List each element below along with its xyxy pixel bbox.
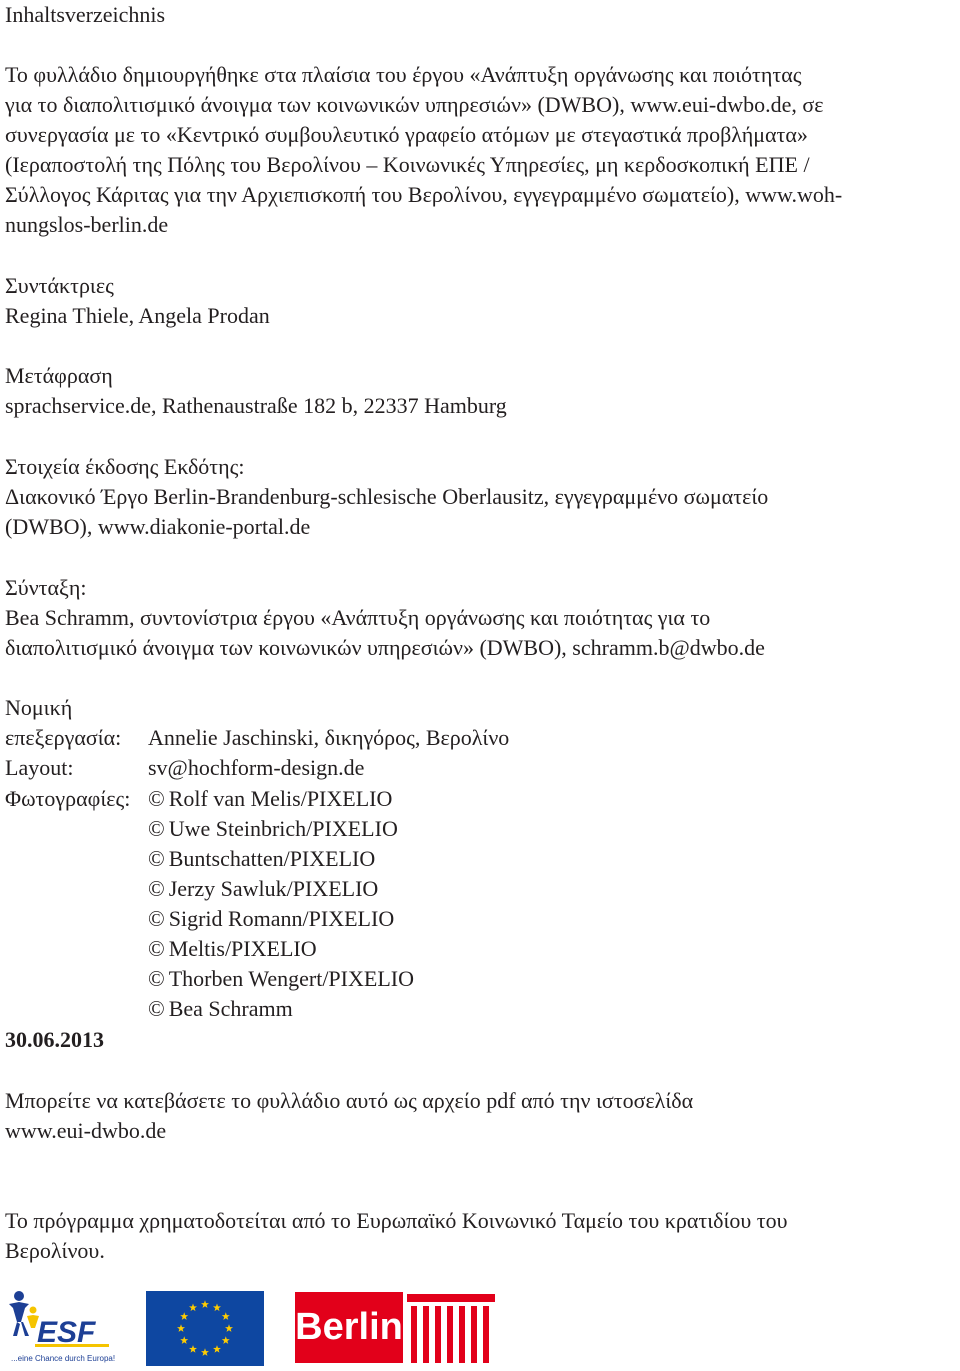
legal-label-2: επεξεργασία: bbox=[5, 725, 122, 750]
page-heading bbox=[5, 0, 955, 30]
photo-credit bbox=[148, 874, 378, 904]
copyright-icon: © bbox=[148, 846, 165, 871]
photo-credit-text: Buntschatten/PIXELIO bbox=[168, 846, 376, 871]
intro-line: για το διαπολιτισμικό άνοιγμα των κοινωνικών υπηρεσιών» (DWBO), www.eui-dwbo.de, σε bbox=[5, 92, 824, 117]
eu-star-icon bbox=[213, 1304, 221, 1312]
eu-star-icon bbox=[201, 1300, 209, 1308]
berlin-logo bbox=[295, 1292, 495, 1363]
heading-text: Inhaltsverzeichnis bbox=[5, 2, 166, 27]
photo-credit-text: Uwe Steinbrich/PIXELIO bbox=[168, 816, 398, 841]
photo-credit bbox=[148, 934, 317, 964]
copyright-icon: © bbox=[148, 936, 165, 961]
brandenburg-gate-icon bbox=[407, 1292, 495, 1363]
photo-credit-text: Rolf van Melis/PIXELIO bbox=[168, 786, 393, 811]
intro-line: Το φυλλάδιο δημιουργήθηκε στα πλαίσια του έργου «Ανάπτυξη οργάνωσης και ποιότητας bbox=[5, 62, 802, 87]
eu-star-icon bbox=[213, 1345, 221, 1353]
photo-credit-text: Thorben Wengert/PIXELIO bbox=[168, 966, 414, 991]
download-line: www.eui-dwbo.de bbox=[5, 1118, 167, 1143]
authors-value: Regina Thiele, Angela Prodan bbox=[5, 303, 270, 328]
copyright-icon: © bbox=[148, 786, 165, 811]
translation-label: Μετάφραση bbox=[5, 363, 113, 388]
intro-line: Σύλλογος Κάριτας για την Αρχιεπισκοπή του Βερολίνου, εγγεγραμμένο σωματείο), www.woh- bbox=[5, 182, 843, 207]
copyright-icon: © bbox=[148, 876, 165, 901]
esf-logo bbox=[5, 1288, 116, 1364]
photo-credit-text: Sigrid Romann/PIXELIO bbox=[168, 906, 395, 931]
download-section bbox=[5, 1086, 955, 1146]
editorial-label: Σύνταξη: bbox=[5, 575, 87, 600]
eu-star-icon bbox=[189, 1304, 197, 1312]
publisher-line: (DWBO), www.diakonie-portal.de bbox=[5, 514, 311, 539]
berlin-wordmark: Berlin bbox=[295, 1292, 403, 1363]
esf-wordmark: ESF bbox=[37, 1316, 96, 1349]
photo-credit bbox=[148, 784, 392, 814]
photos-label: Φωτογραφίες: bbox=[5, 786, 131, 811]
eu-star-icon bbox=[222, 1312, 230, 1320]
eu-star-icon bbox=[177, 1324, 185, 1332]
intro-line: nungslos-berlin.de bbox=[5, 212, 169, 237]
editorial-section bbox=[5, 573, 955, 663]
eu-star-icon bbox=[225, 1324, 233, 1332]
download-line: Μπορείτε να κατεβάσετε το φυλλάδιο αυτό ως αρχείο pdf από την ιστοσελίδα bbox=[5, 1088, 694, 1113]
funding-section bbox=[5, 1206, 955, 1266]
copyright-icon: © bbox=[148, 996, 165, 1021]
eu-flag-logo bbox=[146, 1291, 264, 1366]
funding-line: Βερολίνου. bbox=[5, 1238, 105, 1263]
legal-label-1: Νομική bbox=[5, 695, 73, 720]
legal-value: Annelie Jaschinski, δικηγόρος, Βερολίνο bbox=[148, 725, 510, 750]
publication-date bbox=[5, 1025, 955, 1055]
funding-line: Το πρόγραμμα χρηματοδοτείται από το Ευρωπαϊκό Κοινωνικό Ταμείο του κρατιδίου του bbox=[5, 1208, 788, 1233]
publisher-label: Στοιχεία έκδοσης Εκδότης: bbox=[5, 454, 245, 479]
photo-credit bbox=[148, 964, 414, 994]
editorial-line: διαπολιτισμικό άνοιγμα των κοινωνικών υπηρεσιών» (DWBO), schramm.b@dwbo.de bbox=[5, 635, 765, 660]
copyright-icon: © bbox=[148, 966, 165, 991]
intro-line: (Ιεραποστολή της Πόλης του Βερολίνου – Κοινωνικές Υπηρεσίες, μη κερδοσκοπική ΕΠΕ / bbox=[5, 152, 810, 177]
copyright-icon: © bbox=[148, 906, 165, 931]
photo-credit-text: Meltis/PIXELIO bbox=[168, 936, 317, 961]
eu-star-icon bbox=[180, 1336, 188, 1344]
photo-credit bbox=[148, 844, 375, 874]
intro-line: συνεργασία με το «Κεντρικό συμβουλευτικό γραφείο ατόμων με στεγαστικά προβλήματα» bbox=[5, 122, 808, 147]
publisher-section bbox=[5, 452, 955, 542]
eu-star-icon bbox=[201, 1348, 209, 1356]
eu-stars-icon bbox=[146, 1291, 264, 1366]
photo-credit-text: Bea Schramm bbox=[168, 996, 293, 1021]
eu-star-icon bbox=[189, 1345, 197, 1353]
photo-credit bbox=[148, 814, 398, 844]
photo-credit-text: Jerzy Sawluk/PIXELIO bbox=[168, 876, 379, 901]
date-text: 30.06.2013 bbox=[5, 1027, 104, 1052]
authors-label: Συντάκτριες bbox=[5, 273, 114, 298]
copyright-icon: © bbox=[148, 816, 165, 841]
translation-value: sprachservice.de, Rathenaustraße 182 b, 22337 Hamburg bbox=[5, 393, 507, 418]
esf-tagline: ...eine Chance durch Europa! bbox=[11, 1354, 116, 1363]
photo-credit bbox=[148, 904, 394, 934]
layout-label: Layout: bbox=[5, 755, 74, 780]
translation-section bbox=[5, 361, 955, 421]
intro-paragraph bbox=[5, 60, 955, 240]
editorial-line: Bea Schramm, συντονίστρια έργου «Ανάπτυξη οργάνωσης και ποιότητας για το bbox=[5, 605, 711, 630]
photo-credit bbox=[148, 994, 293, 1024]
eu-star-icon bbox=[180, 1312, 188, 1320]
authors-section bbox=[5, 271, 955, 331]
publisher-line: Διακονικό Έργο Berlin-Brandenburg-schlesische Oberlausitz, εγγεγραμμένο σωματείο bbox=[5, 484, 769, 509]
eu-star-icon bbox=[222, 1336, 230, 1344]
layout-value: sv@hochform-design.de bbox=[148, 755, 365, 780]
